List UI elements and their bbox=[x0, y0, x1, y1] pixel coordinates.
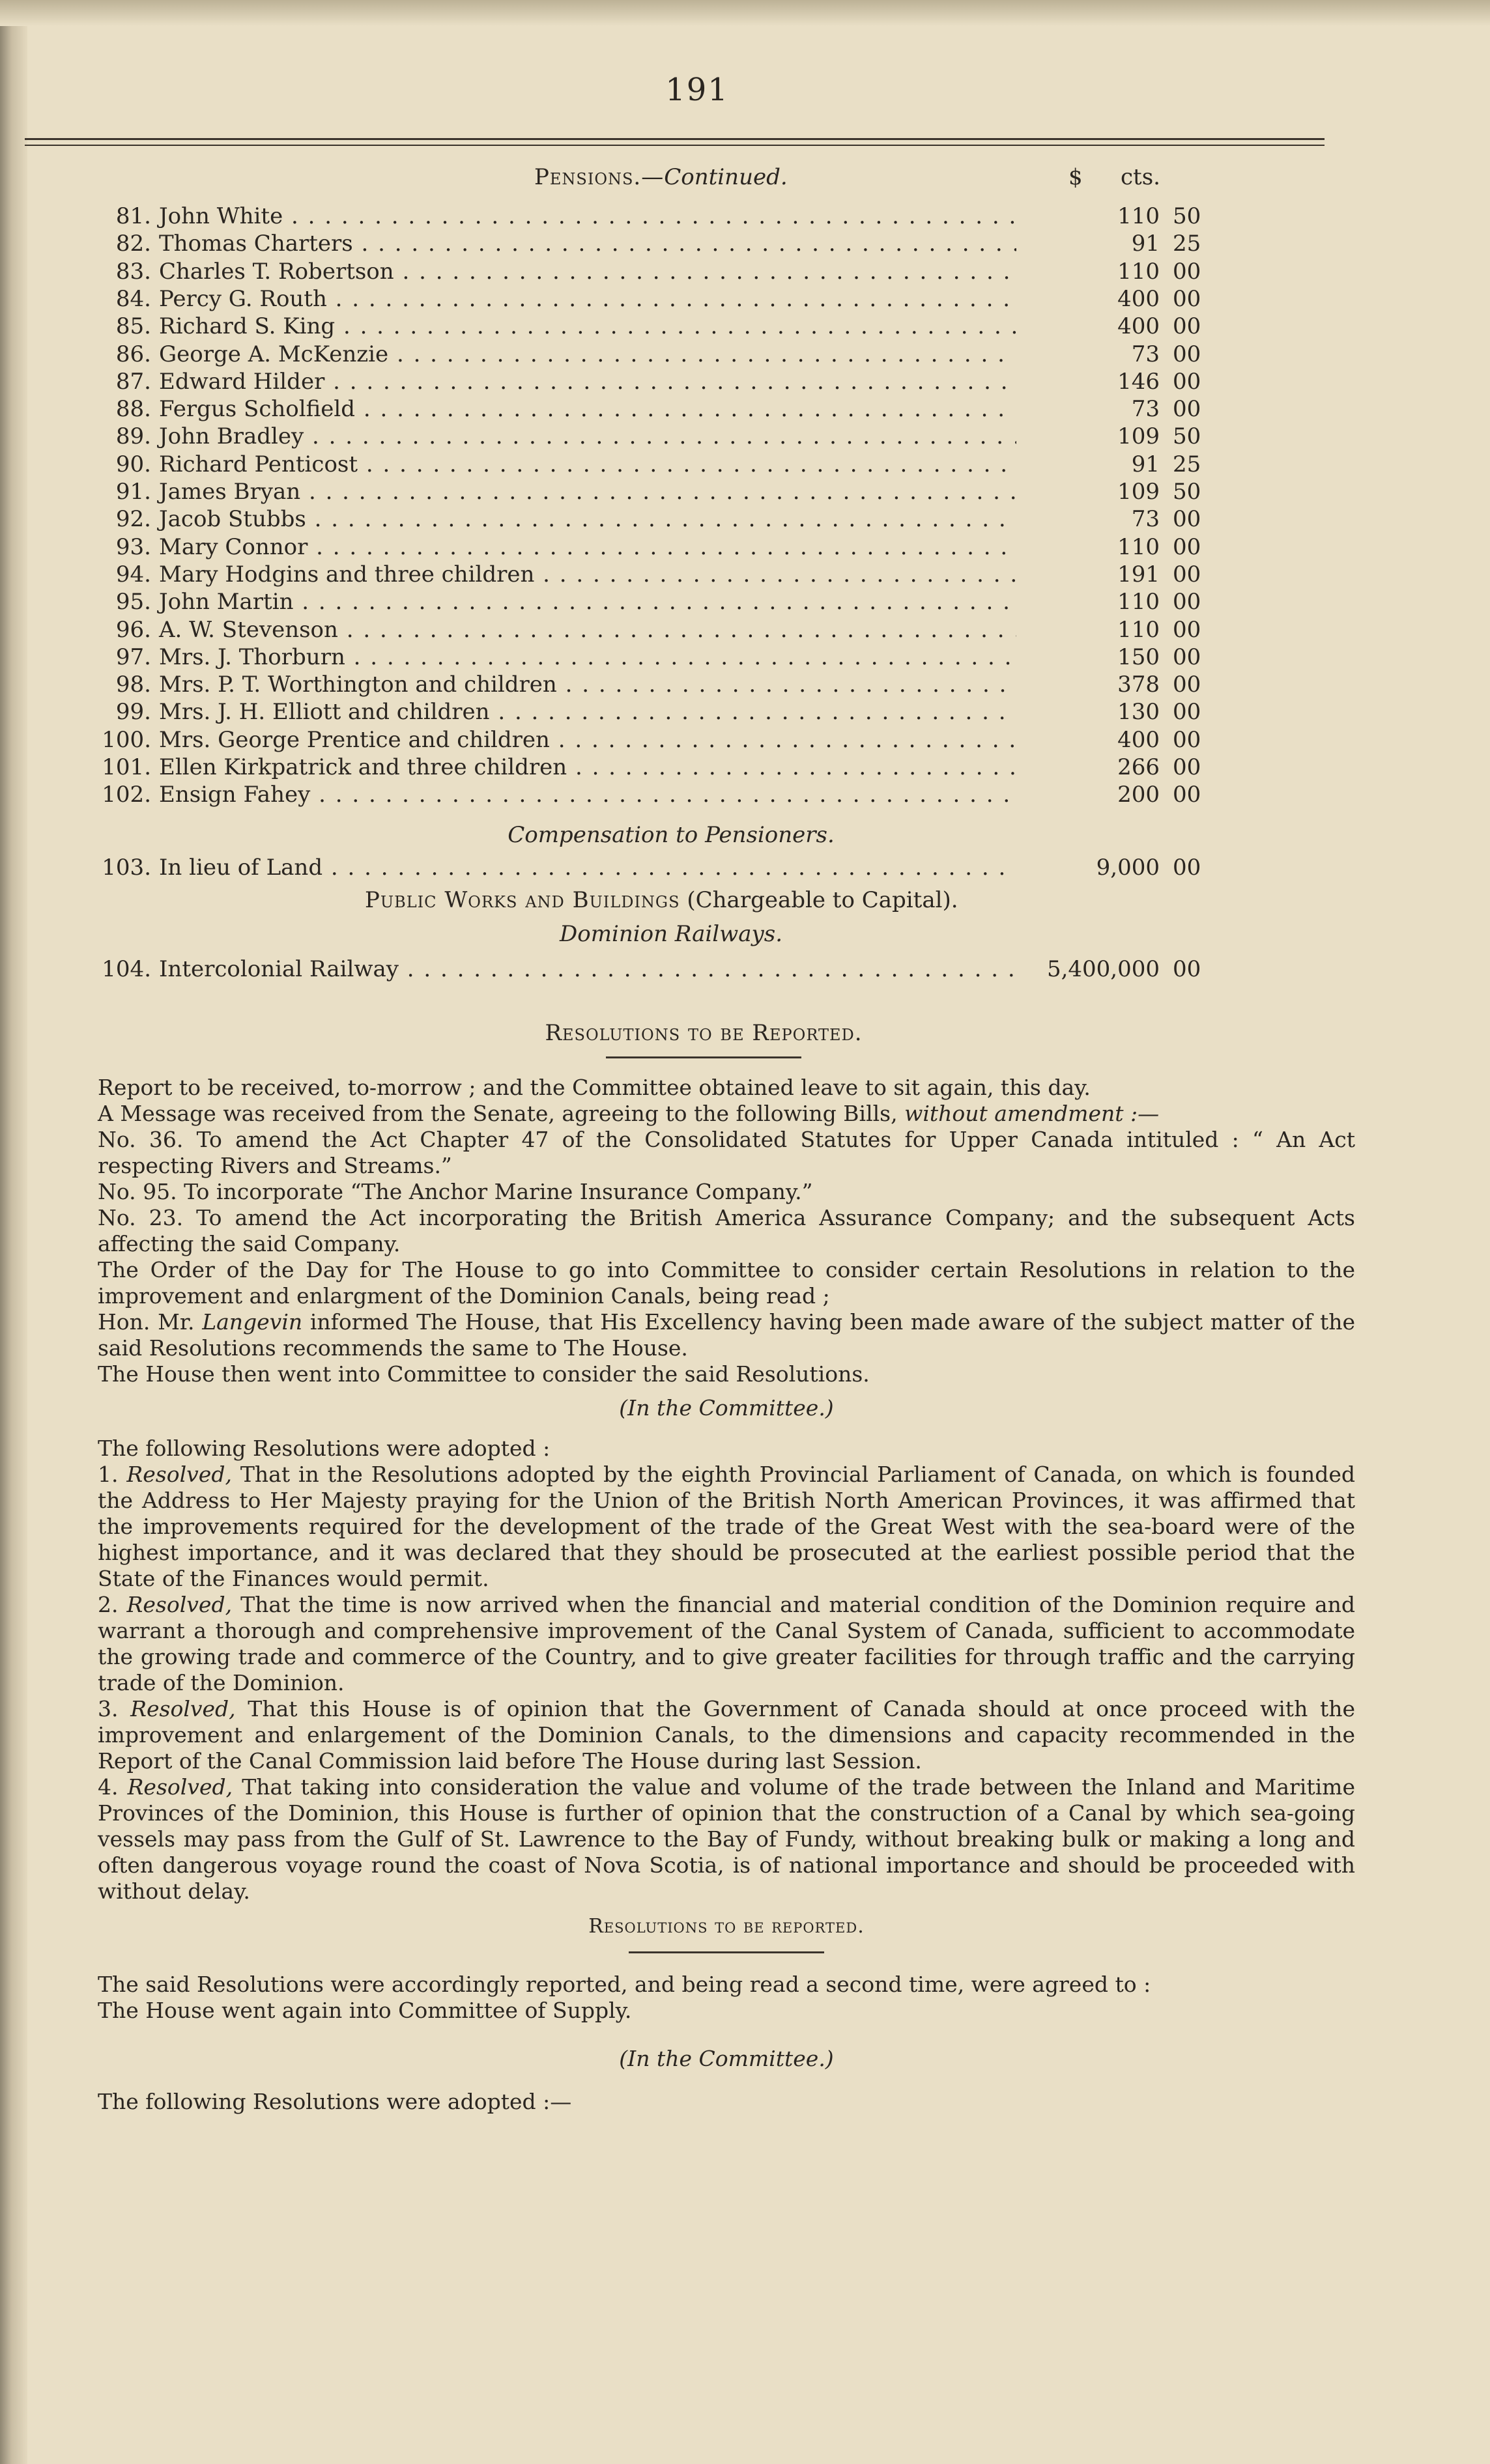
top-rule bbox=[25, 138, 1325, 140]
item-name: Thomas Charters . . . bbox=[151, 229, 1071, 258]
dominion-railways-heading: Dominion Railways. bbox=[559, 921, 783, 947]
item-name: Edward Hilder . . . bbox=[151, 367, 1071, 396]
item-dollars: 110 bbox=[1016, 533, 1165, 561]
item-name: Richard Penticost . . . bbox=[151, 450, 1071, 479]
item-dollars: 400 bbox=[1016, 285, 1165, 313]
item-cents: 00 bbox=[1173, 367, 1212, 396]
paragraph: The said Resolutions were accordingly reported, and being read a second time, were agreed to : bbox=[98, 1972, 1151, 1997]
item-number: 86. bbox=[115, 341, 151, 367]
pension-row bbox=[78, 753, 1201, 782]
item-dollars: 400 bbox=[1016, 726, 1165, 754]
item-cents: 00 bbox=[1173, 285, 1212, 313]
paragraph: No. 95. To incorporate “The Anchor Marine Insurance Company.” bbox=[98, 1179, 813, 1204]
item-name: John Bradley . . . bbox=[151, 422, 1071, 451]
item-dollars: 109 bbox=[1016, 477, 1165, 506]
item-name: James Bryan . . . bbox=[151, 477, 1071, 506]
paragraph: The House then went into Committee to consider the said Resolutions. bbox=[98, 1361, 870, 1387]
item-cents: 00 bbox=[1173, 753, 1212, 782]
item-dollars: 130 bbox=[1016, 698, 1165, 726]
paragraph: The following Resolutions were adopted : bbox=[98, 1436, 551, 1461]
item-name: Percy G. Routh . . . bbox=[151, 285, 1071, 313]
item-name: John Martin . . . bbox=[151, 588, 1071, 616]
item-name: John White . . . bbox=[151, 202, 1071, 231]
item-number: 91. bbox=[115, 479, 151, 505]
pension-row bbox=[78, 285, 1201, 313]
resolution-1: 1. Resolved, That in the Resolutions adopted by the eighth Provincial Parliament of Canada, on which is founded the Address to Her Majesty praying for the Union of the British North American Provinces, it was affirmed that the improvements required for the development of the trade of the Great West with the sea-board were of the highest importance, and it was declared that they should be prosecuted at the earliest possible period that the State of the Finances would permit. bbox=[98, 1462, 1355, 1591]
item-number: 83. bbox=[115, 259, 151, 285]
item-number: 97. bbox=[115, 644, 151, 670]
resolution-4: 4. Resolved, That taking into consideration the value and volume of the trade between the Inland and Maritime Provinces of the Dominion, this House is further of opinion that the construction of a Canal by which sea-going vessels may pass from the Gulf of St. Lawrence to the Bay of Fundy, without breaking bulk or making a long and often dangerous voyage round the coast of Nova Scotia, is of national importance and should be proceeded with without delay. bbox=[98, 1774, 1355, 1904]
pension-row bbox=[78, 422, 1201, 451]
page-left-edge bbox=[0, 0, 27, 2464]
pension-row bbox=[78, 202, 1201, 231]
resolution-3: 3. Resolved, That this House is of opinion that the Government of Canada should at once proceed with the improvement and enlargement of the Dominion Canals, to the dimensions and capacity recommended in the Report of the Canal Commission laid before The House during last Session. bbox=[98, 1696, 1356, 1774]
item-number: 96. bbox=[115, 617, 151, 643]
pension-row bbox=[78, 340, 1201, 369]
pension-row bbox=[78, 780, 1201, 809]
item-cents: 00 bbox=[1173, 853, 1212, 882]
item-dollars: 146 bbox=[1016, 367, 1165, 396]
item-number: 101. bbox=[102, 754, 151, 780]
paragraph: Hon. Mr. Langevin informed The House, that His Excellency having been made aware of the subject matter of the said Resolutions recommends the same to The House. bbox=[98, 1309, 1355, 1361]
item-cents: 00 bbox=[1173, 395, 1212, 423]
item-cents: 00 bbox=[1173, 643, 1212, 672]
item-number: 102. bbox=[102, 782, 151, 808]
pension-row bbox=[78, 670, 1201, 699]
pensions-heading: Pensions.—Continued. bbox=[534, 164, 788, 190]
in-committee-label: (In the Committee.) bbox=[619, 1395, 834, 1421]
railway-row bbox=[78, 955, 1201, 984]
item-number: 85. bbox=[115, 313, 151, 339]
paragraph: The following Resolutions were adopted :— bbox=[98, 2089, 572, 2114]
item-name: Mrs. George Prentice and children . . . bbox=[151, 726, 1071, 754]
pension-row bbox=[78, 616, 1201, 644]
item-dollars: 400 bbox=[1016, 312, 1165, 341]
item-number: 89. bbox=[115, 423, 151, 449]
item-dollars: 110 bbox=[1016, 588, 1165, 616]
item-dollars: 191 bbox=[1016, 560, 1165, 589]
page-number: 191 bbox=[665, 72, 729, 108]
item-cents: 50 bbox=[1173, 202, 1212, 231]
in-committee-label: (In the Committee.) bbox=[619, 2046, 834, 2071]
item-name: George A. McKenzie . . . bbox=[151, 340, 1071, 369]
item-name: Mary Hodgins and three children . . . bbox=[151, 560, 1071, 589]
page-top-edge bbox=[0, 0, 1490, 26]
dollars-column-header: $ bbox=[1068, 164, 1083, 190]
item-cents: 00 bbox=[1173, 726, 1212, 754]
pension-row bbox=[78, 533, 1201, 561]
item-number: 99. bbox=[115, 699, 151, 725]
body-text bbox=[98, 1075, 1355, 2115]
item-name: Intercolonial Railway . . . bbox=[151, 955, 1071, 984]
item-cents: 00 bbox=[1173, 588, 1212, 616]
item-dollars: 110 bbox=[1016, 616, 1165, 644]
pension-row bbox=[78, 726, 1201, 754]
item-name: Ensign Fahey . . . bbox=[151, 780, 1071, 809]
pension-row bbox=[78, 588, 1201, 616]
item-dollars: 91 bbox=[1016, 450, 1165, 479]
pension-row bbox=[78, 505, 1201, 533]
pension-row bbox=[78, 698, 1201, 726]
item-number: 98. bbox=[115, 672, 151, 698]
resolutions-heading-2: Resolutions to be reported. bbox=[588, 1915, 865, 1938]
compensation-row bbox=[78, 853, 1201, 882]
item-number: 90. bbox=[115, 451, 151, 477]
item-number: 92. bbox=[115, 506, 151, 532]
pension-row bbox=[78, 229, 1201, 258]
item-number: 87. bbox=[115, 369, 151, 395]
item-number: 82. bbox=[115, 231, 151, 257]
short-rule-1 bbox=[606, 1056, 801, 1058]
item-cents: 00 bbox=[1173, 780, 1212, 809]
pension-row bbox=[78, 643, 1201, 672]
item-number: 95. bbox=[115, 589, 151, 615]
item-cents: 00 bbox=[1173, 312, 1212, 341]
item-number: 100. bbox=[102, 727, 151, 753]
item-cents: 50 bbox=[1173, 422, 1212, 451]
pension-row bbox=[78, 257, 1201, 286]
item-cents: 25 bbox=[1173, 229, 1212, 258]
item-name: Fergus Scholfield . . . bbox=[151, 395, 1071, 423]
item-dollars: 73 bbox=[1016, 340, 1165, 369]
item-cents: 00 bbox=[1173, 698, 1212, 726]
paragraph: The House went again into Committee of Supply. bbox=[98, 1998, 632, 2023]
item-name: Mrs. J. Thorburn . . . bbox=[151, 643, 1071, 672]
pension-row bbox=[78, 312, 1201, 341]
item-dollars: 378 bbox=[1016, 670, 1165, 699]
paragraph: No. 23. To amend the Act incorporating the British America Assurance Company; and the subsequent Acts affecting the said Company. bbox=[98, 1205, 1355, 1256]
item-cents: 00 bbox=[1173, 560, 1212, 589]
item-name: Mrs. J. H. Elliott and children . . . bbox=[151, 698, 1071, 726]
item-number: 81. bbox=[115, 203, 151, 229]
pension-row bbox=[78, 395, 1201, 423]
item-cents: 00 bbox=[1173, 533, 1212, 561]
item-number: 94. bbox=[115, 561, 151, 588]
item-name: A. W. Stevenson . . . bbox=[151, 616, 1071, 644]
paragraph: A Message was received from the Senate, agreeing to the following Bills, without amendment :— bbox=[98, 1101, 1160, 1126]
compensation-heading: Compensation to Pensioners. bbox=[508, 822, 835, 848]
item-dollars: 91 bbox=[1016, 229, 1165, 258]
item-dollars: 9,000 bbox=[1016, 853, 1165, 882]
resolutions-heading-1: Resolutions to be Reported. bbox=[545, 1020, 863, 1046]
item-cents: 50 bbox=[1173, 477, 1212, 506]
item-name: In lieu of Land . . . bbox=[151, 853, 1071, 882]
item-dollars: 110 bbox=[1016, 257, 1165, 286]
pension-row bbox=[78, 560, 1201, 589]
paragraph: The Order of the Day for The House to go into Committee to consider certain Resolutions in relation to the improvement and enlargment of the Dominion Canals, being read ; bbox=[98, 1257, 1355, 1309]
item-name: Jacob Stubbs . . . bbox=[151, 505, 1071, 533]
resolution-2: 2. Resolved, That the time is now arrived when the financial and material condition of the Dominion require and warrant a thorough and comprehensive improvement of the Canal System of Canada, sufficient to accommodate the growing trade and commerce of the Country, and to give greater facilities for through traffic and the carrying trade of the Dominion. bbox=[98, 1592, 1355, 1695]
item-number: 104. bbox=[102, 956, 151, 982]
item-cents: 00 bbox=[1173, 257, 1212, 286]
item-cents: 00 bbox=[1173, 340, 1212, 369]
item-cents: 00 bbox=[1173, 505, 1212, 533]
item-name: Charles T. Robertson . . . bbox=[151, 257, 1071, 286]
item-cents: 00 bbox=[1173, 616, 1212, 644]
item-number: 103. bbox=[102, 855, 151, 881]
item-name: Richard S. King . . . bbox=[151, 312, 1071, 341]
item-name: Mary Connor . . . bbox=[151, 533, 1071, 561]
item-number: 84. bbox=[115, 286, 151, 312]
item-cents: 00 bbox=[1173, 955, 1212, 984]
public-works-heading: Public Works and Buildings (Chargeable to Capital). bbox=[365, 887, 958, 913]
item-cents: 25 bbox=[1173, 450, 1212, 479]
item-dollars: 150 bbox=[1016, 643, 1165, 672]
cents-column-header: cts. bbox=[1121, 164, 1160, 190]
short-rule-2 bbox=[629, 1951, 824, 1953]
item-number: 88. bbox=[115, 396, 151, 422]
pension-row bbox=[78, 450, 1201, 479]
item-cents: 00 bbox=[1173, 670, 1212, 699]
item-dollars: 200 bbox=[1016, 780, 1165, 809]
item-dollars: 5,400,000 bbox=[1016, 955, 1165, 984]
item-number: 93. bbox=[115, 534, 151, 560]
item-dollars: 110 bbox=[1016, 202, 1165, 231]
item-name: Mrs. P. T. Worthington and children . . . bbox=[151, 670, 1071, 699]
item-name: Ellen Kirkpatrick and three children . . . bbox=[151, 753, 1071, 782]
paragraph: Report to be received, to-morrow ; and the Committee obtained leave to sit again, this day. bbox=[98, 1075, 1091, 1100]
item-dollars: 73 bbox=[1016, 505, 1165, 533]
paragraph: No. 36. To amend the Act Chapter 47 of the Consolidated Statutes for Upper Canada intituled : “ An Act respecting Rivers and Streams.” bbox=[98, 1127, 1355, 1178]
item-dollars: 266 bbox=[1016, 753, 1165, 782]
top-rule-thin bbox=[25, 145, 1325, 146]
item-dollars: 109 bbox=[1016, 422, 1165, 451]
pension-row bbox=[78, 477, 1201, 506]
item-dollars: 73 bbox=[1016, 395, 1165, 423]
pension-row bbox=[78, 367, 1201, 396]
